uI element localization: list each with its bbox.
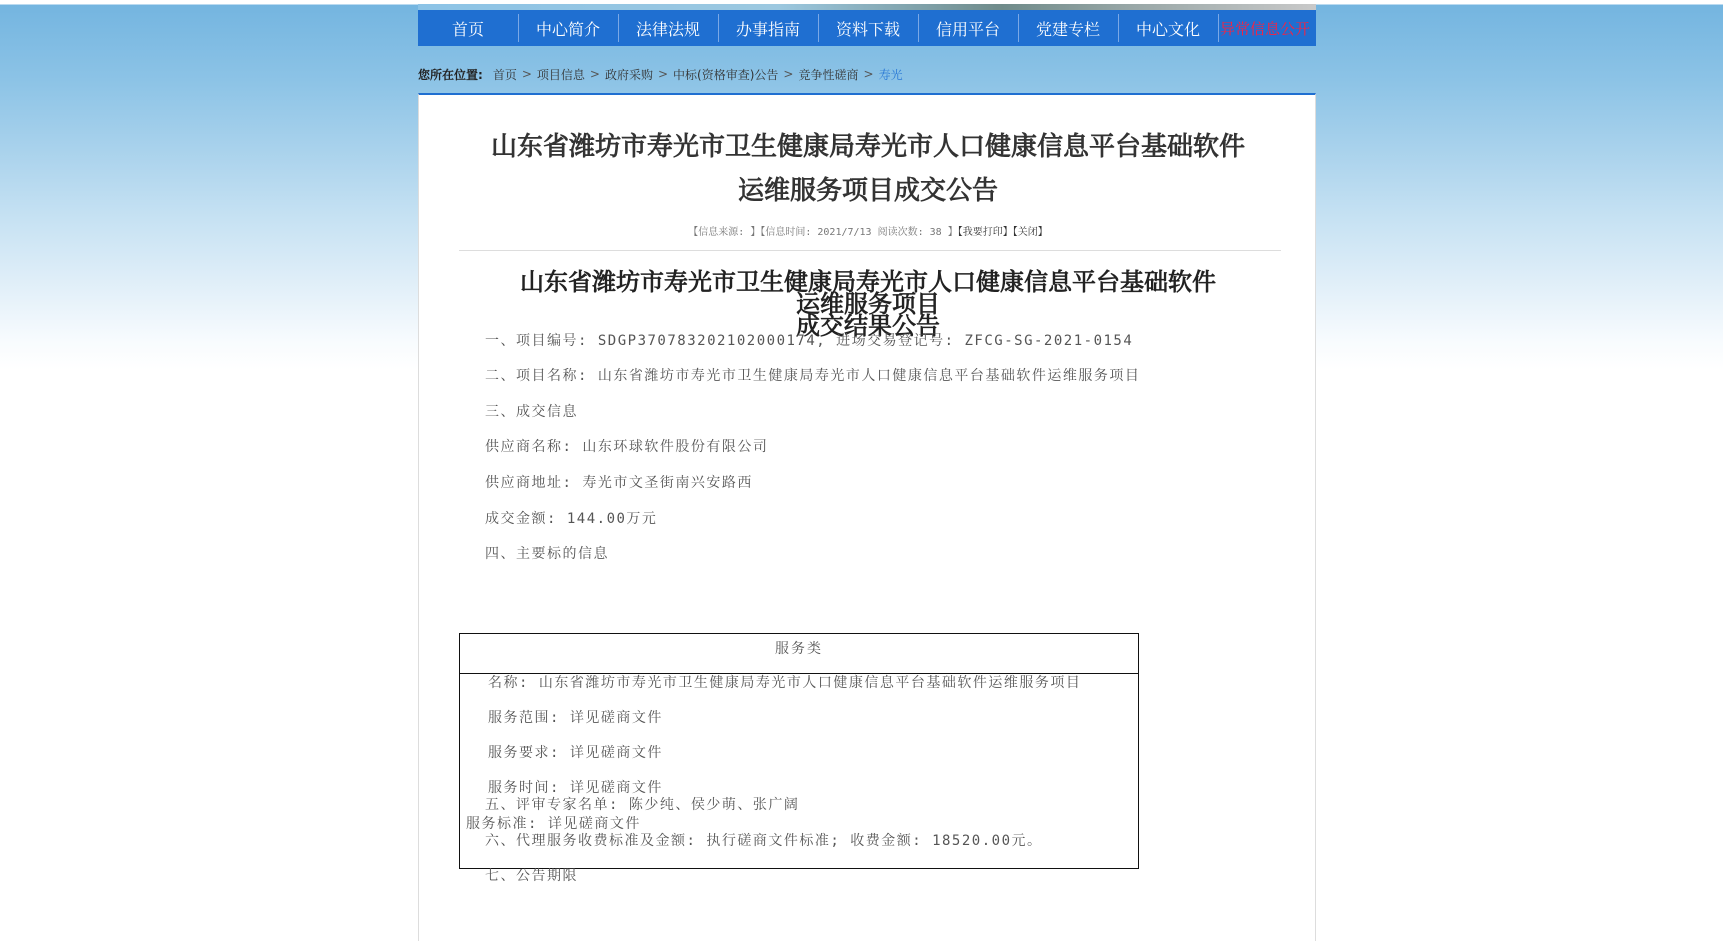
table-row-name: 名称: 山东省潍坊市寿光市卫生健康局寿光市人口健康信息平台基础软件运维服务项目 <box>488 675 1082 691</box>
nav-item-party[interactable]: 党建专栏 <box>1018 10 1118 46</box>
nav-item-home[interactable]: 首页 <box>451 19 484 39</box>
deal-amount: 成交金额: 144.00万元 <box>485 511 658 527</box>
meta-time: 【信息时间: 2021/7/13 阅读次数: 38 】 <box>760 227 958 238</box>
nav-item-about[interactable]: 中心简介 <box>518 10 618 46</box>
article-content <box>418 93 1316 941</box>
nav-item-credit[interactable]: 信用平台 <box>918 10 1018 46</box>
table-row-requirement: 服务要求: 详见磋商文件 <box>488 745 663 761</box>
nav-item-downloads[interactable]: 资料下载 <box>818 10 918 46</box>
article-meta <box>419 223 1317 238</box>
breadcrumb-separator: > <box>783 67 794 81</box>
print-button[interactable]: 【我要打印】 <box>957 227 1013 238</box>
expert-list: 五、评审专家名单: 陈少纯、侯少萌、张广阔 <box>485 797 800 813</box>
table-row-standard: 服务标准: 详见磋商文件 <box>466 816 641 832</box>
nav-item-laws[interactable]: 法律法规 <box>618 10 718 46</box>
breadcrumb-separator: > <box>521 67 532 81</box>
meta-source: 【信息来源: 】 <box>688 227 761 238</box>
table-header: 服务类 <box>460 634 1138 674</box>
project-name: 二、项目名称: 山东省潍坊市寿光市卫生健康局寿光市人口健康信息平台基础软件运维服务项目 <box>485 368 1141 384</box>
breadcrumb-project-info[interactable]: 项目信息 <box>536 67 585 82</box>
supplier-name: 供应商名称: 山东环球软件股份有限公司 <box>485 439 769 455</box>
article-title-line2: 运维服务项目成交公告 <box>737 176 998 206</box>
deal-info-heading: 三、成交信息 <box>485 404 578 420</box>
table-row-scope: 服务范围: 详见磋商文件 <box>488 710 663 726</box>
breadcrumb-home[interactable]: 首页 <box>492 67 517 82</box>
close-button[interactable]: 【关闭】 <box>1012 227 1048 238</box>
main-nav <box>418 10 1316 46</box>
agency-fee: 六、代理服务收费标准及金额: 执行磋商文件标准; 收费金额: 18520.00元。 <box>485 833 1043 849</box>
notice-period: 七、公告期限 <box>485 868 578 884</box>
article-title <box>459 125 1277 213</box>
breadcrumb-current[interactable]: 寿光 <box>878 67 903 82</box>
breadcrumb-separator: > <box>657 67 669 81</box>
project-number: 一、项目编号: SDGP370783202102000174, 进场交易登记号: ZFCG-SG-2021-0154 <box>485 333 1134 349</box>
supplier-address: 供应商地址: 寿光市文圣街南兴安路西 <box>485 475 753 491</box>
nav-item-culture[interactable]: 中心文化 <box>1118 10 1218 46</box>
document-heading <box>459 267 1277 340</box>
document-heading-line1: 山东省潍坊市寿光市卫生健康局寿光市人口健康信息平台基础软件 <box>520 267 1216 296</box>
document-heading-line3: 成交结果公告 <box>796 311 940 340</box>
breadcrumb <box>418 64 903 84</box>
title-divider <box>459 250 1281 251</box>
breadcrumb-award-notice[interactable]: 中标(资格审查)公告 <box>673 67 779 82</box>
table-row-time: 服务时间: 详见磋商文件 <box>488 780 663 796</box>
main-subject-heading: 四、主要标的信息 <box>485 546 609 562</box>
breadcrumb-separator: > <box>589 67 600 81</box>
nav-item-anomaly-disclosure[interactable]: 异常信息公开 <box>1218 10 1316 46</box>
nav-item-guide[interactable]: 办事指南 <box>718 10 818 46</box>
breadcrumb-gov-procurement[interactable]: 政府采购 <box>604 67 653 82</box>
article-title-line1: 山东省潍坊市寿光市卫生健康局寿光市人口健康信息平台基础软件 <box>490 132 1245 162</box>
breadcrumb-label: 您所在位置: <box>418 67 483 82</box>
breadcrumb-competitive-negotiation[interactable]: 竞争性磋商 <box>798 67 859 82</box>
document-heading-line2: 运维服务项目 <box>796 289 940 318</box>
breadcrumb-separator: > <box>863 67 874 81</box>
